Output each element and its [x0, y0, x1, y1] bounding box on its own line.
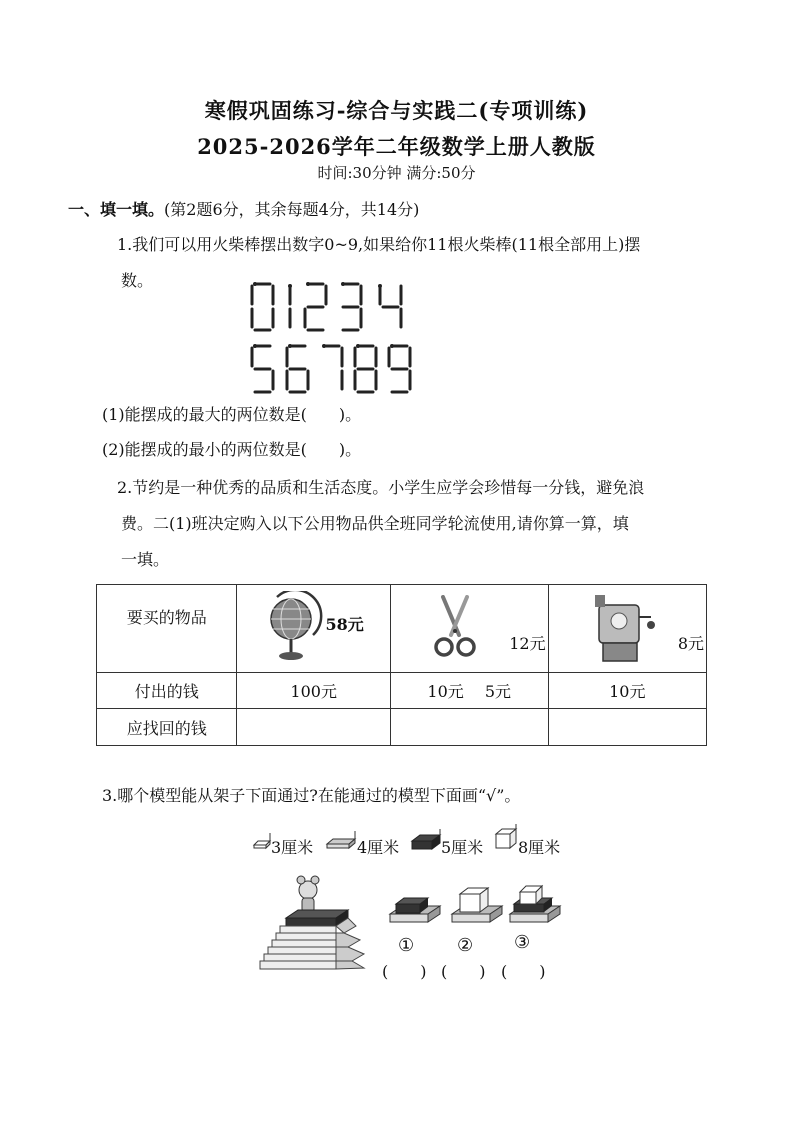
row-label-paid: 付出的钱	[97, 673, 237, 709]
block-4cm-icon	[325, 829, 357, 851]
block-8cm-icon	[494, 824, 518, 854]
legend-4cm: 4厘米	[357, 838, 400, 857]
model-2-icon	[448, 884, 504, 930]
digit-5	[252, 346, 273, 392]
row-label-change: 应找回的钱	[97, 709, 237, 746]
q3-text: 3.哪个模型能从架子下面通过?在能通过的模型下面画“√”。	[102, 786, 521, 805]
sharpener-price: 8元	[677, 634, 704, 653]
items-row	[97, 585, 707, 673]
option-1-answer[interactable]: ( )	[382, 962, 427, 981]
q1-text-line2: 数。	[121, 271, 154, 290]
matchstick-digits-figure	[240, 276, 420, 398]
block-5cm-icon	[410, 828, 442, 852]
digit-2	[305, 284, 326, 330]
digit-0	[252, 284, 273, 330]
q1-text-line1: 1.我们可以用火柴棒摆出数字0~9,如果给你11根火柴棒(11根全部用上)摆	[117, 235, 641, 254]
scissors-price: 12元	[509, 634, 546, 653]
page-subtitle: 2025-2026学年二年级数学上册人教版	[197, 134, 596, 159]
section-heading	[68, 197, 419, 220]
change-row	[97, 709, 707, 746]
scissors-paid: 10元 5元	[390, 673, 548, 709]
q2-text-line3: 一填。	[121, 550, 170, 569]
exam-meta: 时间:30分钟 满分:50分	[317, 164, 476, 182]
digit-4	[380, 286, 401, 327]
item-globe-cell	[237, 585, 390, 673]
row-label-items: 要买的物品	[97, 585, 237, 673]
globe-change-answer[interactable]	[237, 709, 390, 746]
legend-3cm: 3厘米	[271, 838, 314, 857]
legend-8cm: 8厘米	[518, 838, 561, 857]
option-3-answer[interactable]: ( )	[501, 962, 546, 981]
digit-9	[389, 346, 410, 392]
globe-paid: 100元	[237, 673, 390, 709]
page-title: 寒假巩固练习-综合与实践二(专项训练)	[204, 98, 589, 123]
item-scissors-cell	[390, 585, 548, 673]
block-3cm-icon	[252, 829, 272, 851]
globe-price: 58元	[325, 615, 364, 634]
scissors-icon	[431, 595, 481, 659]
model-1-icon	[386, 890, 442, 930]
digit-8	[355, 346, 376, 392]
digit-6	[287, 346, 308, 392]
q2-text-line2: 费。二(1)班决定购入以下公用物品供全班同学轮流使用,请你算一算，填	[121, 514, 629, 533]
q1-sub1: (1)能摆成的最大的两位数是( )。	[102, 405, 362, 424]
shopping-table	[96, 584, 707, 746]
q2-text-line1: 2.节约是一种优秀的品质和生活态度。小学生应学会珍惜每一分钱，避免浪	[117, 478, 645, 497]
scissors-change-answer[interactable]	[390, 709, 548, 746]
paid-row	[97, 673, 707, 709]
item-sharpener-cell	[548, 585, 706, 673]
option-3-label: ③	[514, 932, 531, 953]
option-2-label: ②	[457, 935, 474, 956]
section-title: 一、填一填。	[68, 200, 165, 219]
shelf-with-mouse-figure	[258, 870, 366, 974]
model-3-icon	[506, 880, 562, 930]
legend-5cm: 5厘米	[441, 838, 484, 857]
sharpener-paid: 10元	[548, 673, 706, 709]
globe-icon	[267, 591, 327, 663]
pencil-sharpener-icon	[591, 591, 655, 667]
option-2-answer[interactable]: ( )	[441, 962, 486, 981]
digit-3	[343, 284, 361, 330]
digit-7	[324, 346, 342, 389]
q1-sub2: (2)能摆成的最小的两位数是( )。	[102, 440, 362, 459]
sharpener-change-answer[interactable]	[548, 709, 706, 746]
section-note: (第2题6分，其余每题4分，共14分)	[164, 200, 420, 219]
option-1-label: ①	[398, 935, 415, 956]
